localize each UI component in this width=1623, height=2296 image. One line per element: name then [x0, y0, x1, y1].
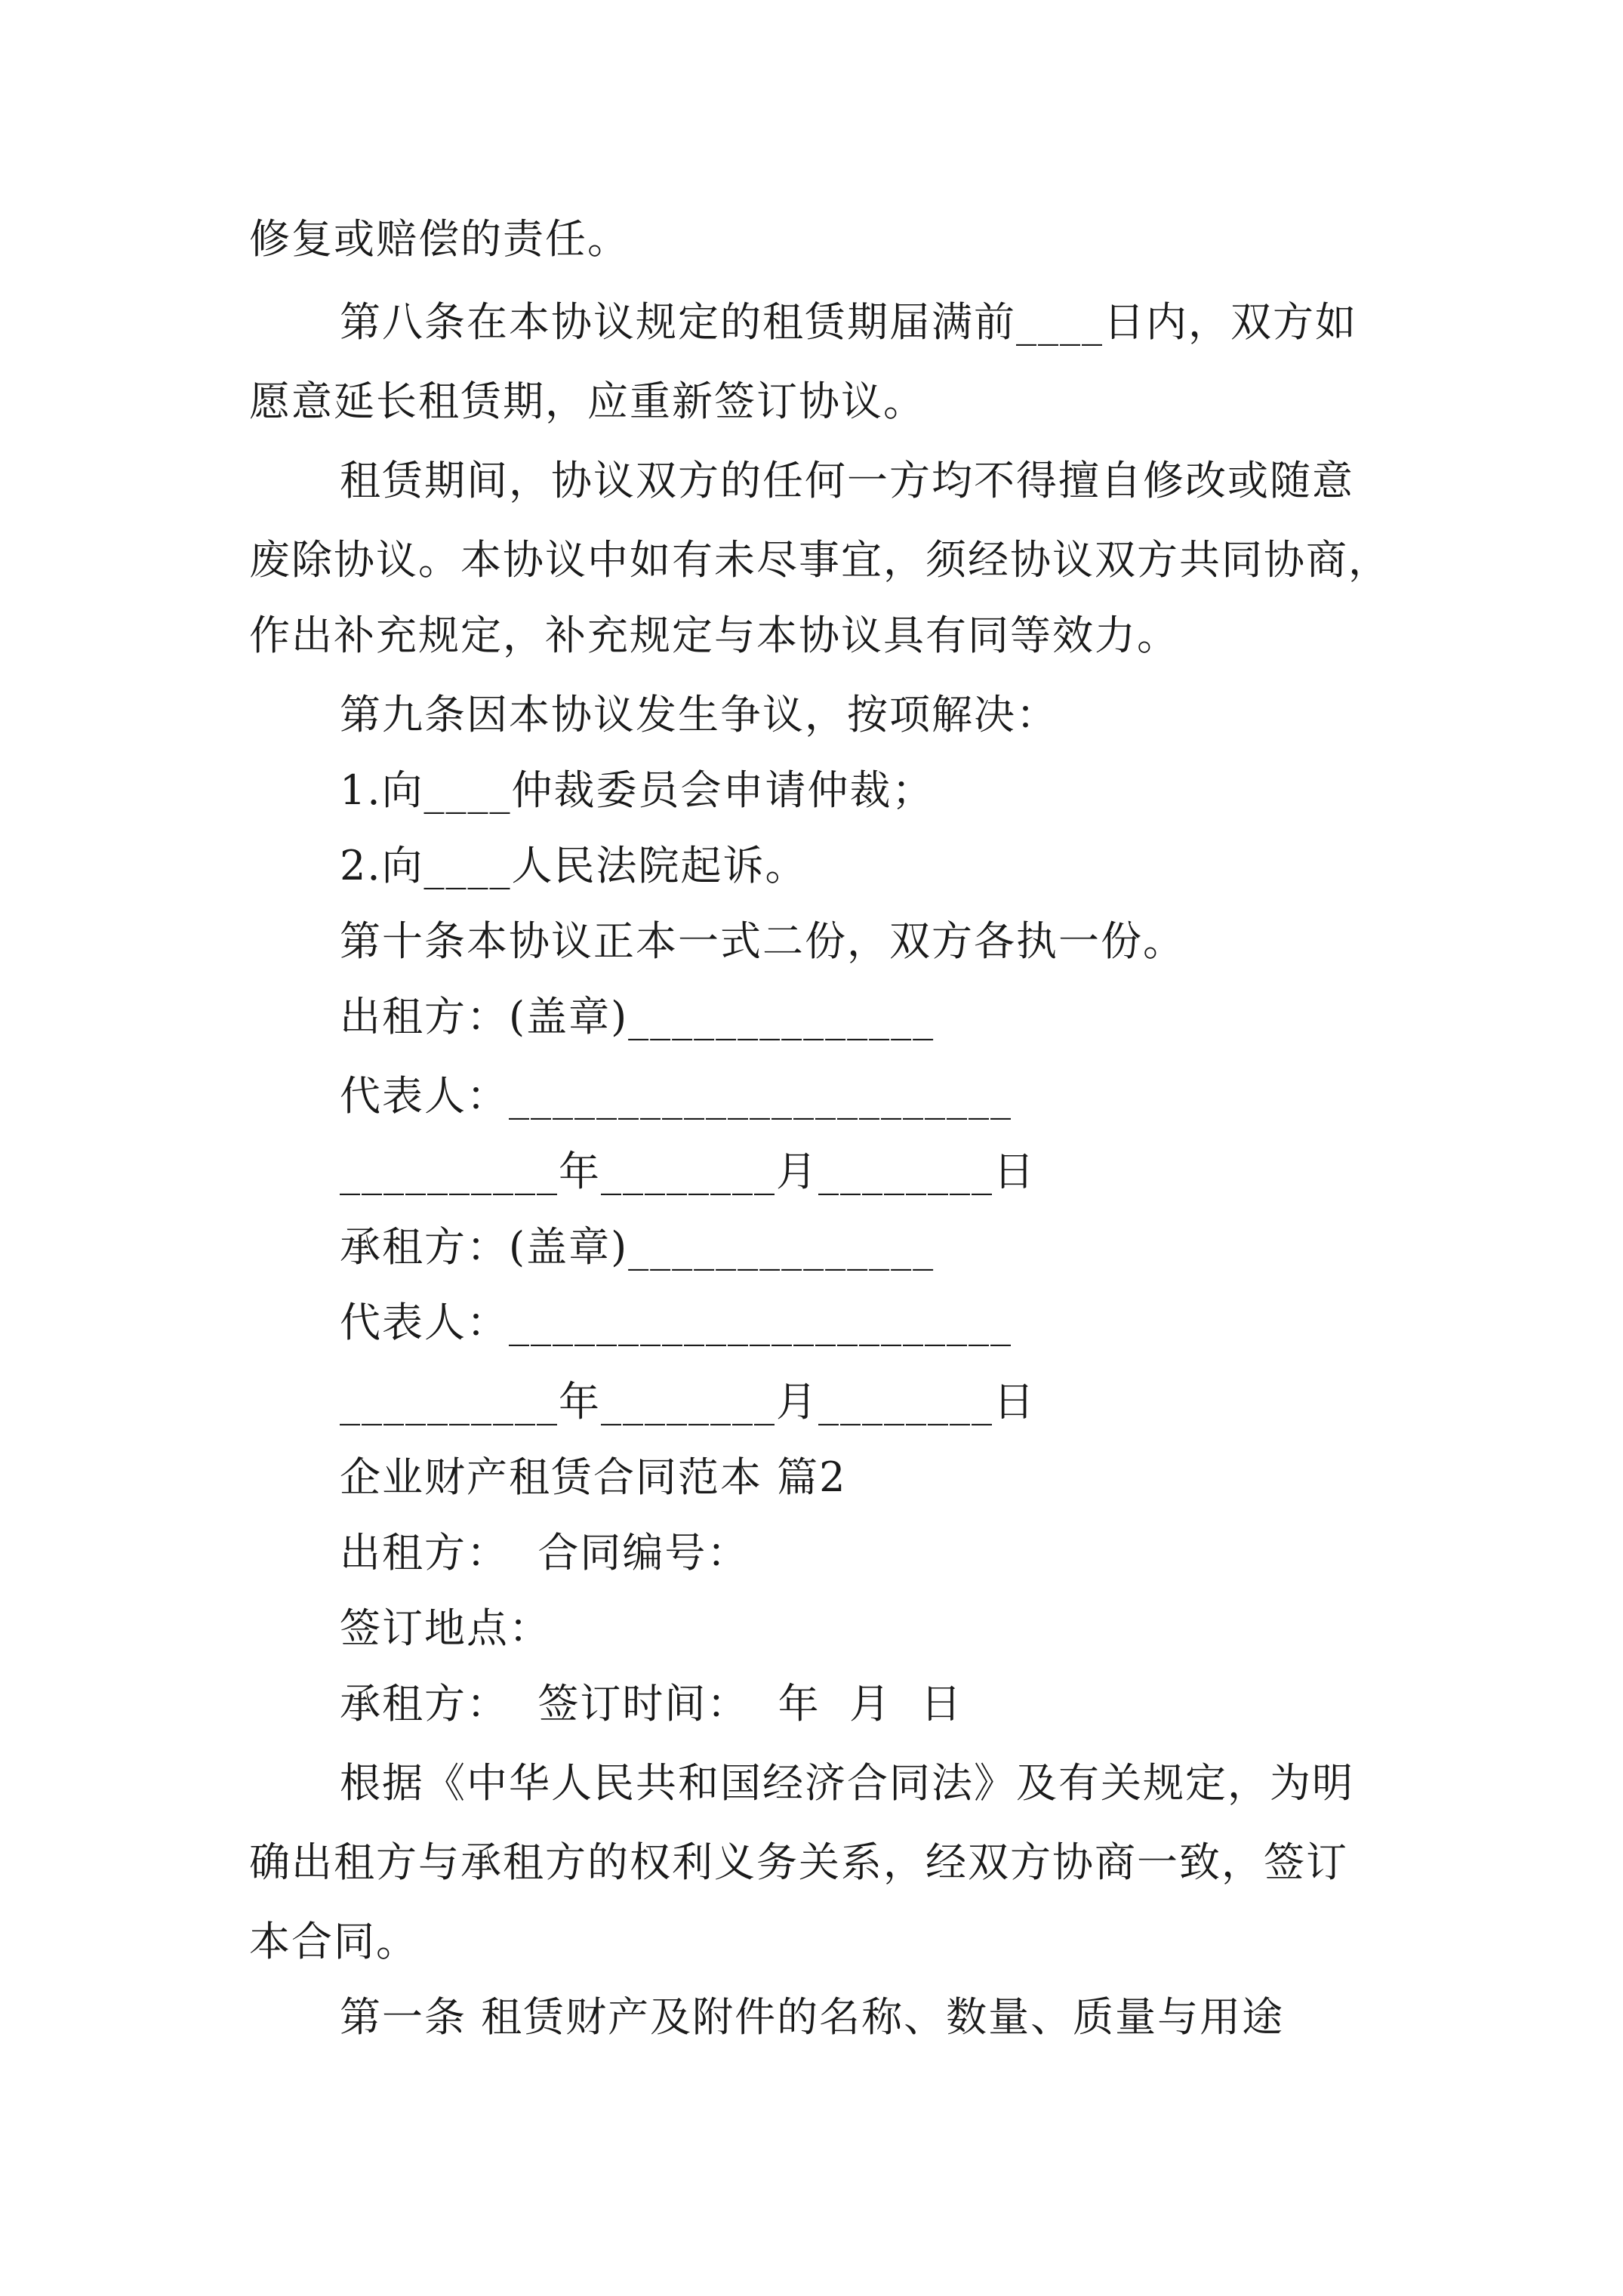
- paragraph-line: 愿意延长租赁期，应重新签订协议。: [249, 378, 925, 425]
- date-line: __________年________月________日: [340, 1378, 1036, 1425]
- paragraph-line: 承租方： 签订时间： 年 月 日: [340, 1680, 963, 1727]
- date-line: __________年________月________日: [340, 1148, 1036, 1195]
- paragraph-line: 租赁期间，协议双方的任何一方均不得擅自修改或随意: [340, 457, 1354, 504]
- paragraph-line: 根据《中华人民共和国经济合同法》及有关规定，为明: [340, 1759, 1354, 1807]
- paragraph-line: 作出补充规定，补充规定与本协议具有同等效力。: [249, 612, 1179, 659]
- paragraph-line: 第一条 租赁财产及附件的名称、数量、质量与用途: [340, 1993, 1285, 2041]
- paragraph-line: 出租方： 合同编号：: [340, 1529, 750, 1576]
- paragraph-line: 签订地点：: [340, 1604, 551, 1652]
- section-heading: 企业财产租赁合同范本 篇2: [340, 1453, 847, 1501]
- paragraph-line: 确出租方与承租方的权利义务关系，经双方协商一致，签订: [249, 1838, 1348, 1886]
- paragraph-line: 第九条因本协议发生争议，按项解决：: [340, 691, 1058, 738]
- signature-line: 代表人：_______________________: [340, 1072, 1012, 1120]
- paragraph-line: 废除协议。本协议中如有未尽事宜，须经协议双方共同协商，: [249, 536, 1390, 584]
- paragraph-line: 第八条在本协议规定的租赁期届满前____日内，双方如: [340, 298, 1357, 346]
- paragraph-line: 第十条本协议正本一式二份，双方各执一份。: [340, 917, 1185, 965]
- paragraph-line: 2.向____人民法院起诉。: [340, 842, 808, 889]
- paragraph-line: 本合同。: [249, 1918, 418, 1965]
- signature-line: 出租方：(盖章)______________: [340, 993, 935, 1040]
- signature-line: 代表人：_______________________: [340, 1299, 1012, 1346]
- paragraph-line: 1.向____仲裁委员会申请仲裁；: [340, 766, 935, 814]
- signature-line: 承租方：(盖章)______________: [340, 1223, 935, 1271]
- paragraph-line: 修复或赔偿的责任。: [249, 215, 630, 263]
